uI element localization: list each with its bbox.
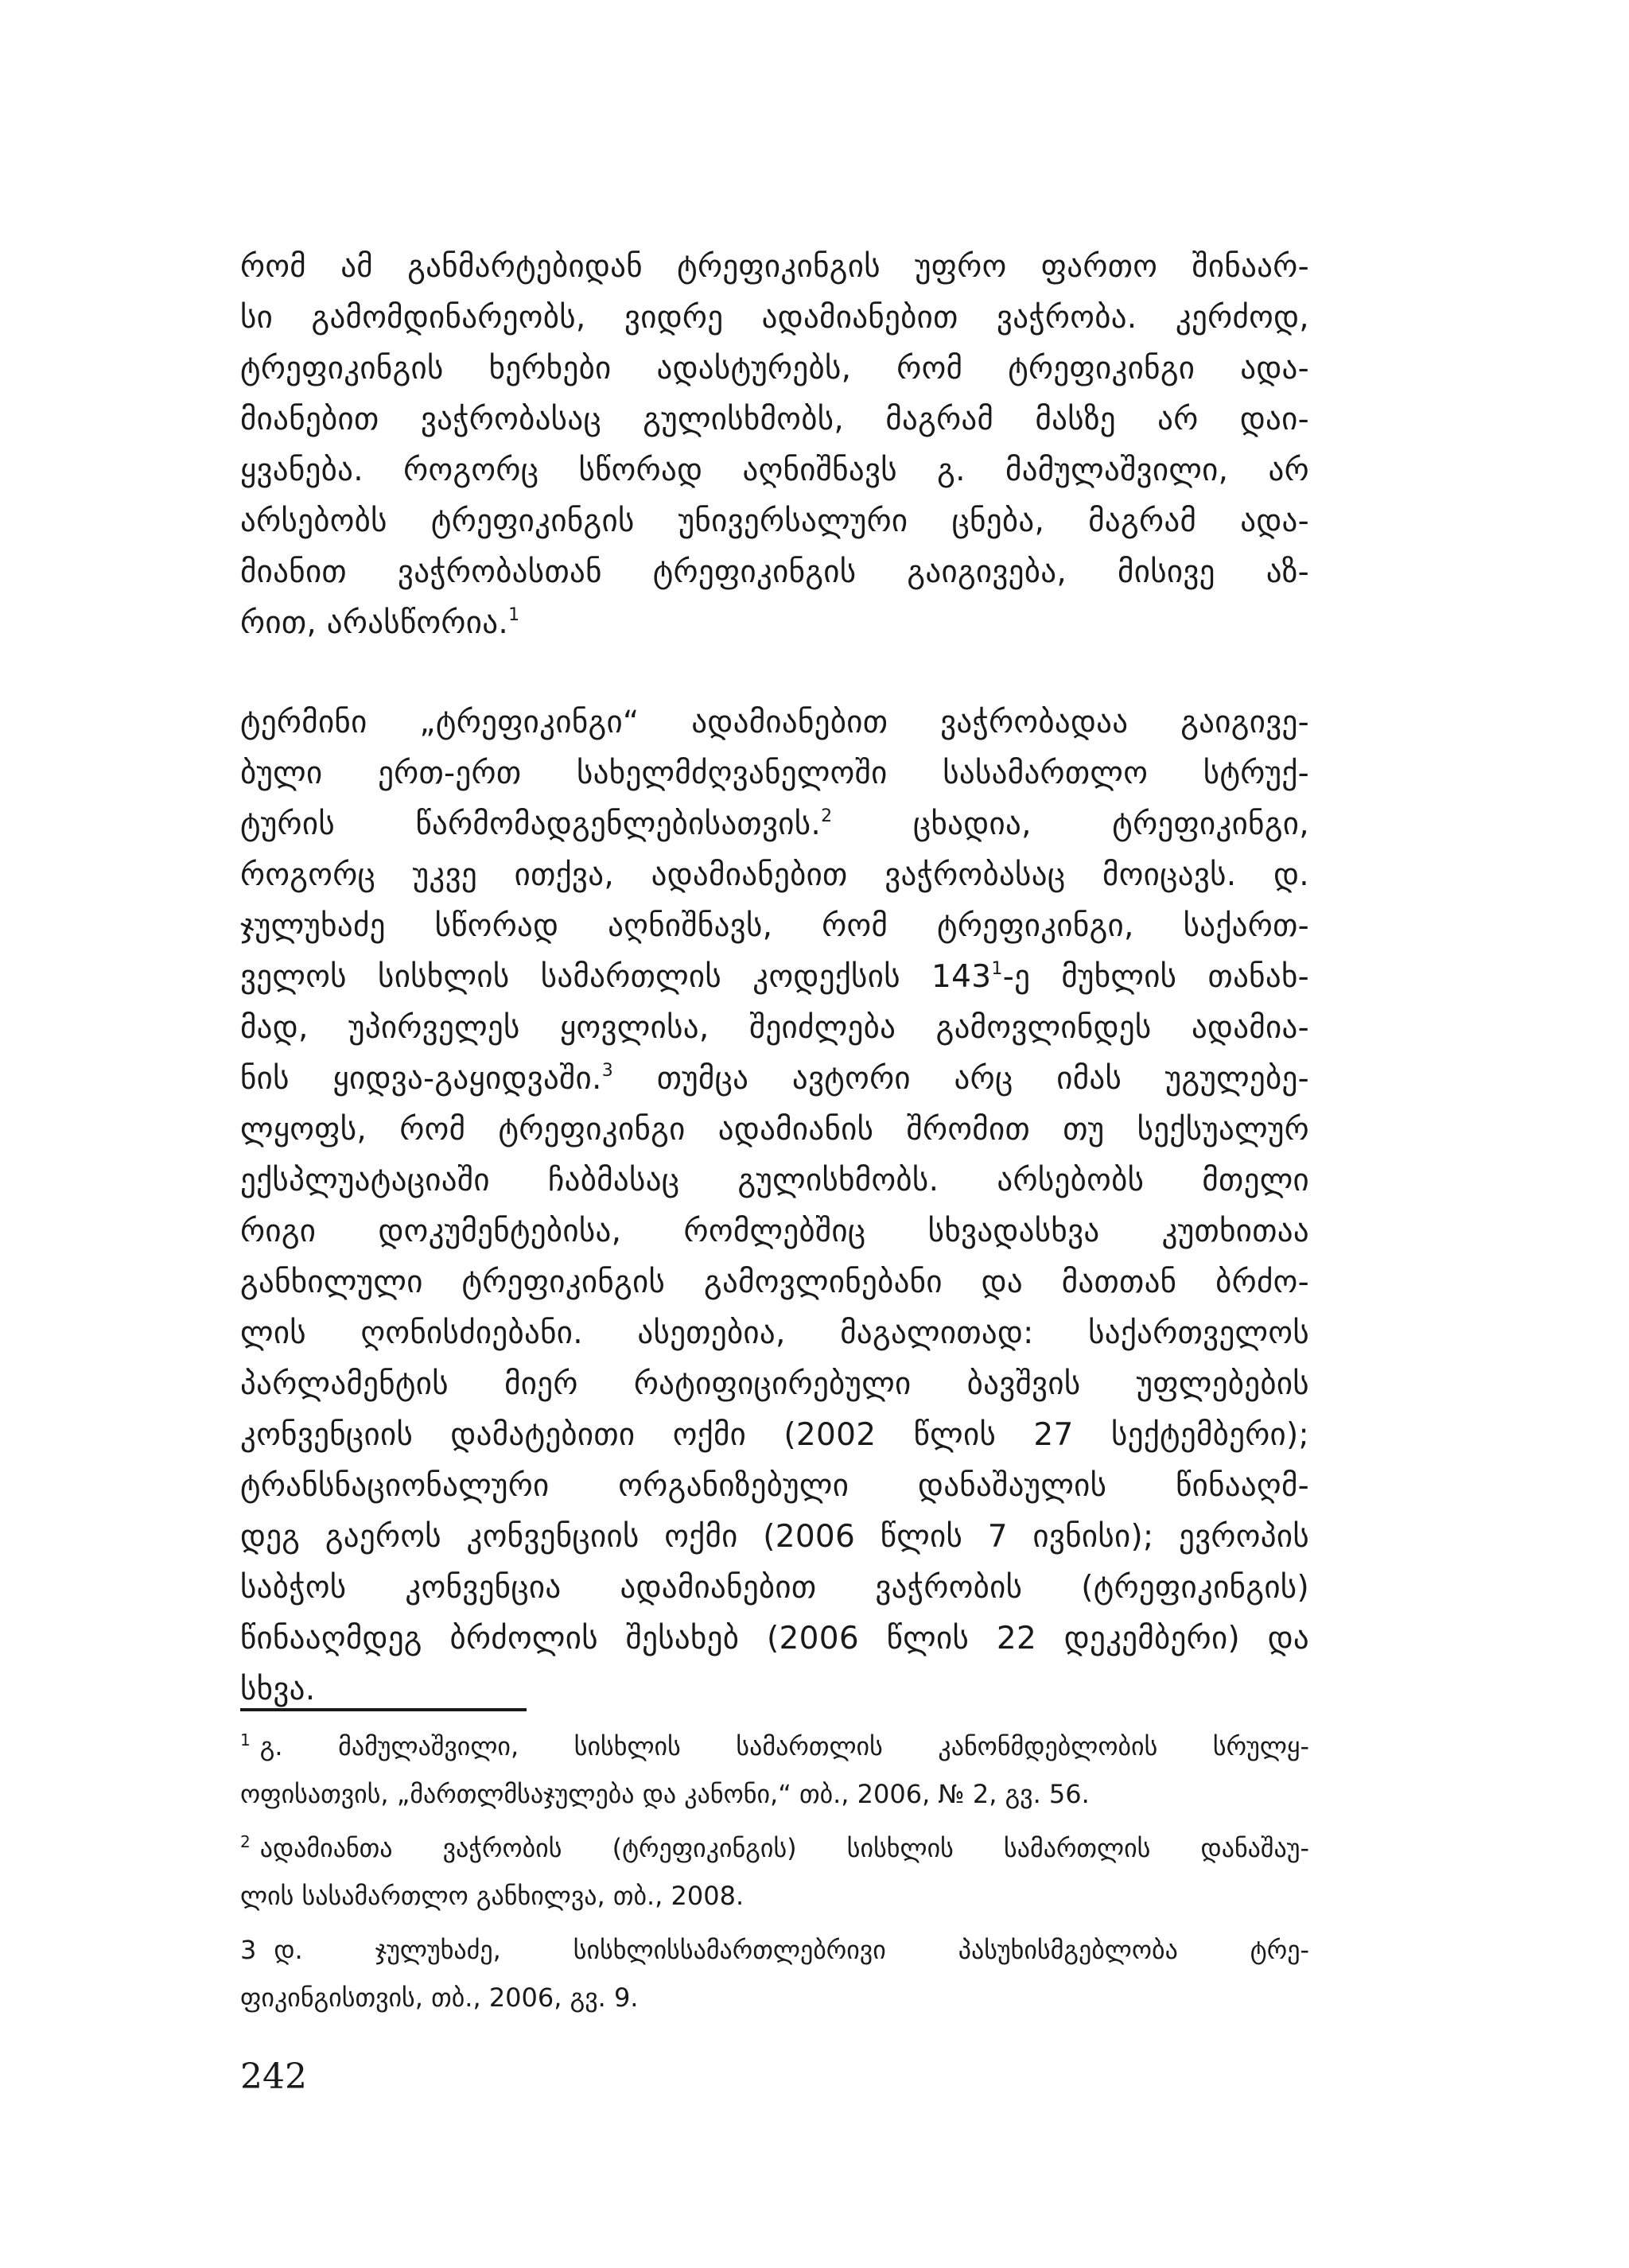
- text-line: [240, 1054, 1309, 1105]
- text-line: ჯულუხაძე სწორად აღნიშნავს, რომ ტრეფიკინგი, საქართ-: [240, 908, 1309, 944]
- footnote-line: ლის სასამართლო განხილვა, თბ., 2008.: [240, 1881, 745, 1911]
- text-segment: ნის ყიდვა-გაყიდვაში.: [240, 1061, 602, 1097]
- text-line: [240, 799, 1309, 850]
- text-segment: თუმცა ავტორი არც იმას უგულებე-: [613, 1061, 1310, 1097]
- text-line: [240, 952, 1309, 1003]
- text-line: საბჭოს კონვენცია ადამიანებით ვაჭრობის (ტრეფიკინგის): [240, 1570, 1309, 1606]
- footnote-3: [240, 1926, 1309, 2021]
- text-segment: ველოს სისხლის სამართლის კოდექსის 143: [240, 959, 992, 995]
- footnote-reference[interactable]: 3: [601, 1061, 614, 1081]
- footnote-number: 2: [240, 1832, 251, 1851]
- page-number: 242: [240, 2056, 307, 2097]
- paragraph-2: [240, 697, 1309, 1715]
- text-line: დეგ გაეროს კონვენციის ოქმი (2006 წლის 7 ივნისი); ევროპის: [240, 1519, 1309, 1555]
- text-line: არსებობს ტრეფიკინგის უნივერსალური ცნება, მაგრამ ადა-: [240, 503, 1309, 539]
- text-segment: -ე მუხლის თანახ-: [1002, 959, 1310, 995]
- footnote-2: [240, 1824, 1309, 1920]
- text-line: კონვენციის დამატებითი ოქმი (2002 წლის 27 სექტემბერი);: [240, 1417, 1309, 1453]
- text-line: სი გამომდინარეობს, ვიდრე ადამიანებით ვაჭრობა. კერძოდ,: [240, 300, 1309, 336]
- text-line: წინააღმდეგ ბრძოლის შესახებ (2006 წლის 22 დეკემბერი) და: [240, 1621, 1309, 1656]
- footnote-number: 1: [240, 1730, 251, 1750]
- footnote-line: [240, 1824, 1309, 1872]
- text-line: რომ ამ განმარტებიდან ტრეფიკინგის უფრო ფართო შინაარ-: [240, 249, 1309, 285]
- text-segment: რით, არასწორია.: [240, 605, 509, 641]
- footnote-line: [240, 1722, 1309, 1770]
- text-line: ბული ერთ-ერთ სახელმძღვანელოში სასამართლო სტრუქ-: [240, 755, 1309, 791]
- footnote-number: 3: [240, 1935, 257, 1965]
- text-line: ლყოფს, რომ ტრეფიკინგი ადამიანის შრომით თუ სექსუალურ: [240, 1112, 1309, 1148]
- footnotes: [240, 1722, 1309, 2021]
- paragraph-1: [240, 242, 1309, 649]
- text-line: ტრეფიკინგის ხერხები ადასტურებს, რომ ტრეფიკინგი ადა-: [240, 351, 1309, 386]
- text-line: განხილული ტრეფიკინგის გამოვლინებანი და მათთან ბრძო-: [240, 1264, 1309, 1300]
- text-line: პარლამენტის მიერ რატიფიცირებული ბავშვის უფლებების: [240, 1366, 1309, 1402]
- footnote-line: ოფისათვის, „მართლმსაჯულება და კანონი,“ თბ., 2006, № 2, გვ. 56.: [240, 1779, 1090, 1809]
- text-segment: ცხადია, ტრეფიკინგი,: [832, 806, 1309, 842]
- text-line: სხვა.: [240, 1672, 316, 1707]
- text-line: მიანებით ვაჭრობასაც გულისხმობს, მაგრამ მასზე არ დაი-: [240, 402, 1309, 437]
- text-line: რიგი დოკუმენტებისა, რომლებშიც სხვადასხვა კუთხითაა: [240, 1214, 1309, 1249]
- footnote-line: [240, 1926, 1309, 1974]
- text-line: ყვანება. როგორც სწორად აღნიშნავს გ. მამულაშვილი, არ: [240, 452, 1309, 488]
- footnote-text: დ. ჯულუხაძე, სისხლისსამართლებრივი პასუხისმგებლობა ტრე-: [274, 1935, 1309, 1965]
- text-line: ტერმინი „ტრეფიკინგი“ ადამიანებით ვაჭრობადაა გაიგივე-: [240, 705, 1309, 740]
- footnote-text: გ. მამულაშვილი, სისხლის სამართლის კანონმდებლობის სრულყ-: [259, 1731, 1309, 1761]
- text-line: როგორც უკვე ითქვა, ადამიანებით ვაჭრობასაც მოიცავს. დ.: [240, 857, 1309, 893]
- text-line: ტრანსნაციონალური ორგანიზებული დანაშაულის წინააღმ-: [240, 1468, 1309, 1504]
- text-line: ლის ღონისძიებანი. ასეთებია, მაგალითად: საქართველოს: [240, 1315, 1309, 1351]
- text-segment: ტურის წარმომადგენლებისათვის.: [240, 806, 822, 842]
- footnote-1: [240, 1722, 1309, 1818]
- text-line: მიანით ვაჭრობასთან ტრეფიკინგის გაიგივება, მისივე აზ-: [240, 554, 1309, 590]
- footnote-line: ფიკინგისთვის, თბ., 2006, გვ. 9.: [240, 1983, 639, 2013]
- footnote-reference[interactable]: 1: [508, 605, 520, 625]
- footnote-separator: [240, 1708, 527, 1711]
- text-line: მად, უპირველეს ყოვლისა, შეიძლება გამოვლინდეს ადამია-: [240, 1010, 1309, 1046]
- text-line: ექსპლუატაციაში ჩაბმასაც გულისხმობს. არსებობს მთელი: [240, 1163, 1309, 1198]
- footnote-text: ადამიანთა ვაჭრობის (ტრეფიკინგის) სისხლის სამართლის დანაშაუ-: [259, 1833, 1309, 1863]
- text-line: [240, 598, 1309, 649]
- footnote-reference[interactable]: 2: [821, 806, 833, 826]
- article-superscript: 1: [991, 959, 1003, 979]
